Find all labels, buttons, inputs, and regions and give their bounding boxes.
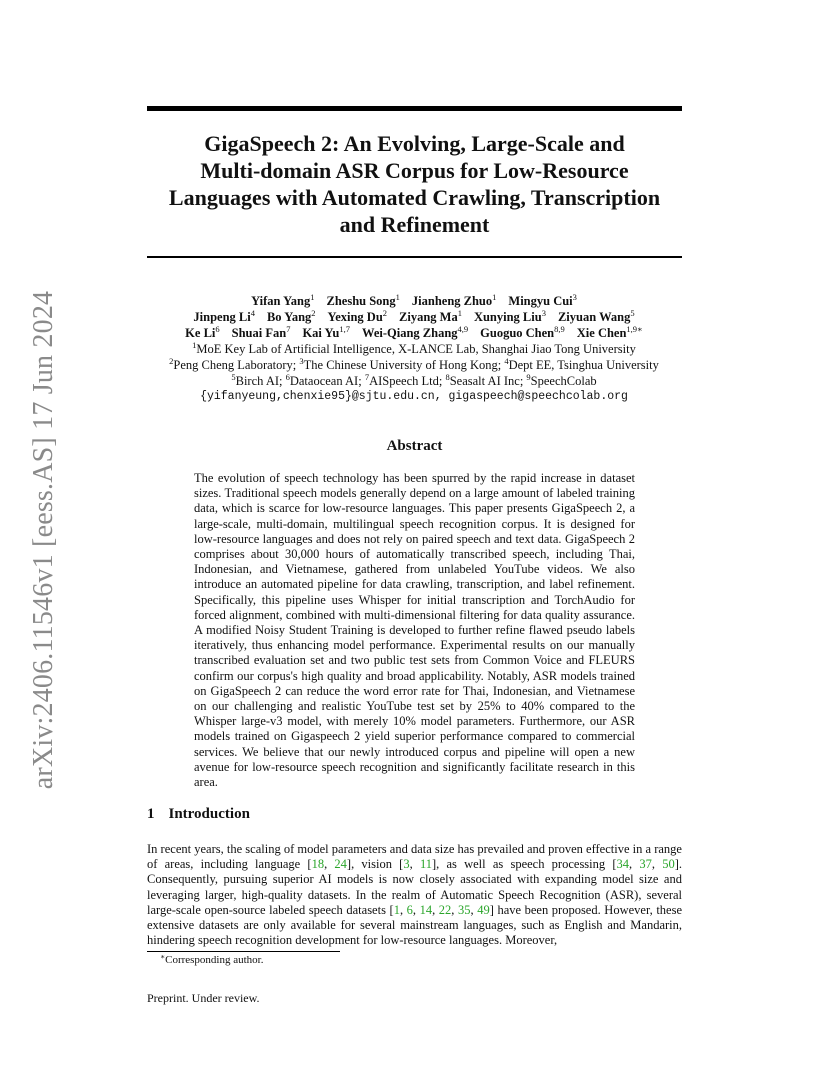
intro-text: , bbox=[629, 857, 640, 872]
intro-text: , bbox=[432, 902, 439, 917]
affiliation-marker: 6 bbox=[215, 324, 220, 334]
intro-text: , bbox=[412, 902, 420, 917]
abstract-heading: Abstract bbox=[386, 438, 443, 454]
abstract-text: The evolution of speech technology has been spurred by the rapid increase in dataset sizes. Traditional speech models generally depend on a large amount of labeled training data, which is scarce for low-resource languages. This paper presents GigaSpeech 2, a large-scale, multi-domain, multilingual speech recognition corpus. It is designed for low-resource languages and does not rely on paired speech and text data. GigaSpeech 2 comprises about 30,000 hours of automatically transcribed speech, including Thai, Indonesian, and Vietnamese, gathered from unlabeled YouTube videos. We also introduce an automated pipeline for data crawling, transcription, and label refinement. Specifically, this pipeline uses Whisper for initial transcription and TorchAudio for forced alignment, combined with multi-dimensional filtering for data quality assurance. A modified Noisy Student Training is developed to further refine flawed pseudo labels iteratively, thus enhancing model performance. Experimental results on our manually transcribed evaluation set and two public test sets from Common Voice and FLEURS confirm our corpus's high quality and broad applicability. Notably, ASR models trained on GigaSpeech 2 can reduce the word error rate for Thai, Indonesian, and Vietnamese on our challenging and realistic YouTube test set by 25% to 40% compared to the Whisper large-v3 model, with merely 10% model parameters. Furthermore, our ASR models trained on Gigaspeech 2 yield superior performance compared to commercial services. We believe that our newly introduced corpus and pipeline will open a new avenue for low-resource speech recognition and significantly facilitate research in this area. bbox=[194, 471, 635, 790]
title-line: Multi-domain ASR Corpus for Low-Resource bbox=[200, 158, 629, 183]
affiliation-name: SpeechColab bbox=[530, 374, 597, 388]
affiliation-marker: 8 bbox=[445, 372, 450, 382]
author-name: Zheshu Song$^1$ bbox=[326, 292, 400, 308]
author-name: Mingyu Cui$^3$ bbox=[508, 292, 577, 308]
author-name: Yexing Du$^2$ bbox=[327, 308, 388, 324]
author-row bbox=[120, 325, 708, 341]
affiliation-marker: 1 bbox=[192, 340, 197, 350]
intro-text: ], as well as speech processing [ bbox=[431, 857, 617, 872]
citation-link[interactable]: 24 bbox=[334, 857, 347, 872]
affiliation-marker: 8,9 bbox=[554, 324, 565, 334]
affiliation-marker: 4 bbox=[504, 356, 509, 366]
intro-paragraph bbox=[147, 842, 682, 948]
author-name: Bo Yang$^2$ bbox=[266, 308, 316, 324]
intro-text: , bbox=[409, 857, 420, 872]
paper-title bbox=[147, 130, 682, 238]
citation-link[interactable]: 37 bbox=[639, 857, 652, 872]
author-name: Guoguo Chen$^{8,9}$ bbox=[480, 324, 565, 340]
author-name: Kai Yu$^{1,7}$ bbox=[302, 324, 351, 340]
author-name: Jinpeng Li$^4$ bbox=[193, 308, 255, 324]
title-line: GigaSpeech 2: An Evolving, Large-Scale and bbox=[204, 131, 625, 156]
citation-link[interactable]: 49 bbox=[477, 902, 490, 917]
affiliation-marker: 2 bbox=[382, 308, 388, 318]
author-name: Jianheng Zhuo$^1$ bbox=[411, 292, 497, 308]
affiliation-marker: 7 bbox=[364, 372, 370, 382]
author-name: Ziyuan Wang$^5$ bbox=[557, 308, 635, 324]
affiliation-name: Birch AI; bbox=[235, 374, 286, 388]
citation-link[interactable]: 1 bbox=[393, 902, 400, 917]
citation-link[interactable]: 18 bbox=[311, 857, 325, 872]
affiliation-marker: 3 bbox=[541, 308, 546, 318]
intro-text: In recent years, the scaling of model parameters and data size has prevailed and proven effective in a range of areas, including language [ bbox=[147, 842, 682, 872]
affiliation-marker: 7 bbox=[286, 324, 291, 334]
affiliation-marker: 4,9 bbox=[457, 324, 469, 334]
citation-link[interactable]: 6 bbox=[406, 902, 413, 917]
author-block bbox=[120, 293, 708, 405]
contact-email: {yifanyeung,chenxie95}@sjtu.edu.cn, gigaspeech@speechcolab.org bbox=[200, 390, 628, 403]
title-top-rule bbox=[147, 106, 682, 111]
author-name: Xie Chen$^{1,9∗}$ bbox=[576, 324, 643, 340]
affiliation-marker: 1 bbox=[457, 308, 462, 318]
intro-text: , bbox=[470, 902, 478, 917]
footnote bbox=[160, 954, 264, 966]
section-number: 1 bbox=[147, 806, 155, 822]
author-row bbox=[120, 309, 708, 325]
author-name: Xunying Liu$^3$ bbox=[473, 308, 546, 324]
affiliation-name: MoE Key Lab of Artificial Intelligence, X-LANCE Lab, Shanghai Jiao Tong University bbox=[196, 342, 636, 356]
affiliation-name: Dept EE, Tsinghua University bbox=[508, 358, 659, 372]
affiliation-name: Dataocean AI; bbox=[289, 374, 365, 388]
affiliation-marker: 1 bbox=[310, 292, 315, 302]
affiliation-name: AISpeech Ltd; bbox=[369, 374, 446, 388]
affiliation-marker: 1,7 bbox=[339, 324, 351, 334]
footnote-rule bbox=[147, 951, 340, 952]
affiliation-marker: 5 bbox=[630, 308, 635, 318]
affiliation-marker: 5 bbox=[231, 372, 236, 382]
section-heading bbox=[147, 806, 250, 823]
author-name: Ziyang Ma$^1$ bbox=[399, 308, 462, 324]
preprint-notice: Preprint. Under review. bbox=[147, 991, 260, 1005]
intro-text: , bbox=[451, 902, 458, 917]
intro-text: ]. Consequently, pursuing superior AI models is now closely associated with expanding model size and leveraging larger, high-quality datasets. In the realm of Automatic Speech Recognition (ASR), several large-scale open-source labeled speech datasets [ bbox=[147, 857, 683, 917]
footnote-text: Corresponding author. bbox=[165, 954, 264, 966]
author-name: Shuai Fan$^7$ bbox=[231, 324, 291, 340]
affiliation-marker: 1 bbox=[395, 292, 400, 302]
affiliation-marker: 6 bbox=[285, 372, 290, 382]
title-line: and Refinement bbox=[339, 212, 490, 237]
affiliation-line bbox=[120, 373, 708, 389]
intro-text: , bbox=[399, 902, 407, 917]
author-name: Ke Li$^6$ bbox=[185, 324, 220, 340]
citation-link[interactable]: 14 bbox=[419, 902, 433, 917]
author-row bbox=[120, 293, 708, 309]
affiliation-marker: 2 bbox=[311, 308, 316, 318]
author-name: Yifan Yang$^1$ bbox=[251, 292, 315, 308]
affiliation-name: The Chinese University of Hong Kong; bbox=[303, 358, 505, 372]
arxiv-identifier: arXiv:2406.11546v1 [eess.AS] 17 Jun 2024 bbox=[28, 290, 59, 790]
intro-text: ], vision [ bbox=[346, 857, 404, 872]
author-name: Wei-Qiang Zhang$^{4,9}$ bbox=[362, 324, 469, 340]
citation-link[interactable]: 3 bbox=[403, 857, 410, 872]
citation-link[interactable]: 50 bbox=[662, 857, 675, 872]
affiliation-name: Peng Cheng Laboratory; bbox=[173, 358, 300, 372]
affiliation-marker: 3 bbox=[572, 292, 577, 302]
footnote-mark: ∗ bbox=[160, 952, 166, 961]
affiliation-name: Seasalt AI Inc; bbox=[449, 374, 527, 388]
affiliation-marker: 1 bbox=[492, 292, 497, 302]
affiliation-marker: 9 bbox=[526, 372, 531, 382]
intro-text: , bbox=[324, 857, 335, 872]
affiliation-marker: 3 bbox=[299, 356, 304, 366]
intro-text: ] have been proposed. However, these extensive datasets are only available for several mainstream languages, such as English and Mandarin, hindering speech recognition development for low-resource languages. Moreover, bbox=[147, 902, 682, 948]
intro-text: , bbox=[651, 857, 663, 872]
affiliation-marker: 1,9∗ bbox=[626, 324, 643, 334]
affiliation-marker: 2 bbox=[169, 356, 174, 366]
citation-link[interactable]: 22 bbox=[438, 902, 452, 917]
affiliation-line bbox=[120, 357, 708, 373]
title-line: Languages with Automated Crawling, Transcription bbox=[168, 185, 661, 210]
section-title: Introduction bbox=[168, 806, 250, 822]
affiliation-line bbox=[120, 341, 708, 357]
citation-link[interactable]: 35 bbox=[458, 902, 471, 917]
affiliation-marker: 4 bbox=[250, 308, 255, 318]
citation-link[interactable]: 11 bbox=[419, 857, 432, 872]
title-bottom-rule bbox=[147, 256, 682, 258]
citation-link[interactable]: 34 bbox=[616, 857, 630, 872]
